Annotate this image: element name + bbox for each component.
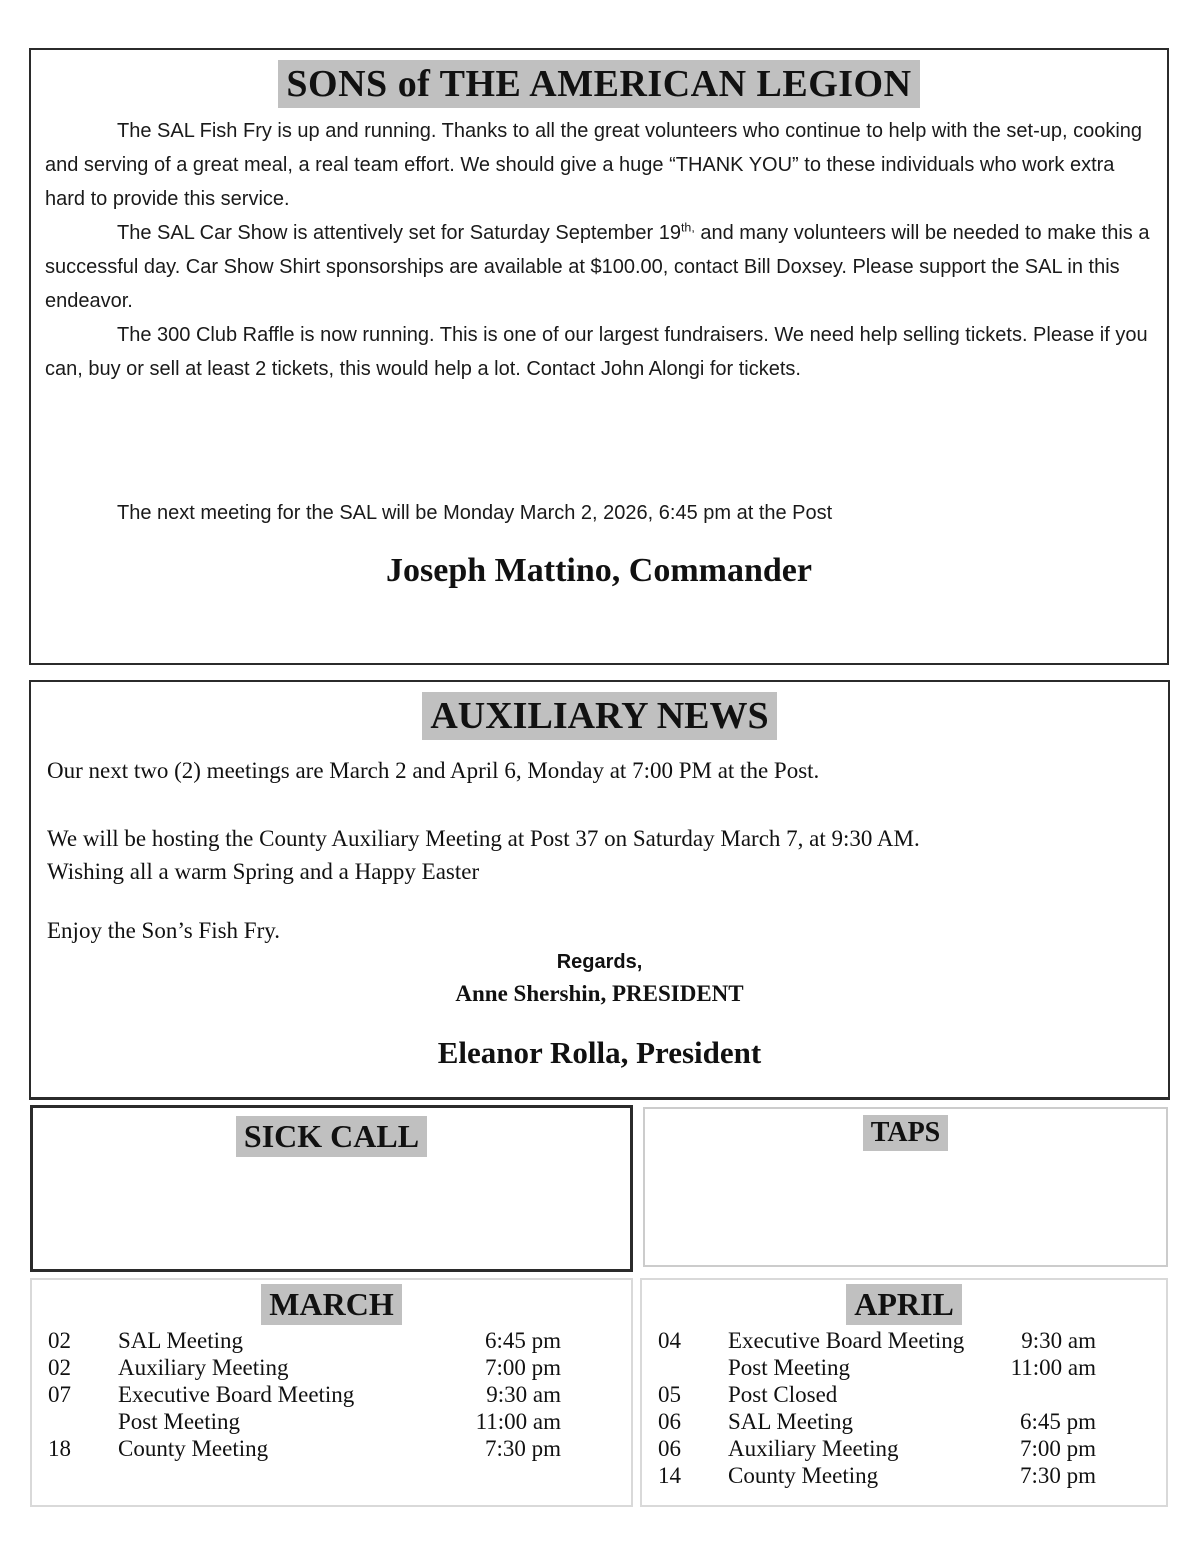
auxiliary-body bbox=[47, 754, 1152, 947]
car-show-text-start: The SAL Car Show is attentively set for Saturday September 19 bbox=[117, 222, 681, 244]
april-rows bbox=[642, 1327, 1166, 1489]
event-time: 6:45 pm bbox=[1019, 1409, 1096, 1434]
event-name: Post Meeting bbox=[728, 1355, 851, 1380]
sal-section-title: SONS of THE AMERICAN LEGION bbox=[278, 60, 919, 108]
event-name: County Meeting bbox=[118, 1436, 269, 1461]
calendar-row bbox=[642, 1435, 1166, 1462]
event-name: Post Closed bbox=[728, 1382, 838, 1407]
auxiliary-section bbox=[29, 680, 1170, 1100]
event-day: 18 bbox=[48, 1436, 71, 1461]
event-name: Executive Board Meeting bbox=[728, 1328, 965, 1353]
car-show-text-end: and many volunteers will be needed to make this a successful day. Car Show Shirt sponsorships are available at $100.00, contact Bill Doxsey. Please support the SAL in this endeavor. bbox=[45, 222, 1150, 312]
event-name: Executive Board Meeting bbox=[118, 1382, 355, 1407]
calendar-row bbox=[32, 1381, 631, 1408]
event-time: 11:00 am bbox=[475, 1409, 561, 1434]
auxiliary-section-title: AUXILIARY NEWS bbox=[422, 692, 776, 740]
sal-title-row bbox=[45, 60, 1153, 108]
event-time: 7:30 pm bbox=[484, 1436, 561, 1461]
sick-call-section bbox=[30, 1105, 633, 1272]
march-title: MARCH bbox=[261, 1284, 401, 1325]
county-meeting-line: We will be hosting the County Auxiliary Meeting at Post 37 on Saturday March 7, at 9:30 AM. bbox=[47, 826, 920, 851]
event-time: 6:45 pm bbox=[484, 1328, 561, 1353]
event-day: 14 bbox=[658, 1463, 681, 1488]
auxiliary-paragraph-county bbox=[47, 822, 1152, 888]
april-calendar bbox=[640, 1278, 1168, 1507]
sal-next-meeting-line: The next meeting for the SAL will be Monday March 2, 2026, 6:45 pm at the Post bbox=[117, 502, 833, 524]
april-title: APRIL bbox=[846, 1284, 962, 1325]
calendar-row bbox=[642, 1354, 1166, 1381]
auxiliary-paragraph-meetings: Our next two (2) meetings are March 2 and April 6, Monday at 7:00 PM at the Post. bbox=[47, 758, 820, 783]
sal-paragraph-fish-fry: The SAL Fish Fry is up and running. Thanks to all the great volunteers who continue to help with the set-up, cooking and serving of a great meal, a real team effort. We should give a huge “THANK YOU” to these individuals who work extra hard to provide this service. bbox=[45, 120, 1143, 210]
taps-title-row bbox=[645, 1115, 1166, 1151]
event-name: Auxiliary Meeting bbox=[728, 1436, 899, 1461]
event-time: 9:30 am bbox=[1021, 1328, 1096, 1353]
march-rows bbox=[32, 1327, 631, 1462]
event-time: 9:30 am bbox=[486, 1382, 561, 1407]
event-name: Auxiliary Meeting bbox=[118, 1355, 289, 1380]
event-name: Post Meeting bbox=[118, 1409, 241, 1434]
event-day: 06 bbox=[658, 1409, 681, 1434]
march-calendar bbox=[30, 1278, 633, 1507]
sick-call-title: SICK CALL bbox=[236, 1116, 427, 1157]
event-name: SAL Meeting bbox=[728, 1409, 853, 1434]
sick-call-title-row bbox=[33, 1116, 630, 1157]
calendar-row bbox=[32, 1327, 631, 1354]
taps-title: TAPS bbox=[863, 1115, 949, 1151]
sal-paragraph-raffle: The 300 Club Raffle is now running. This is one of our largest fundraisers. We need help selling tickets. Please if you can, buy or sell at least 2 tickets, this would help a lot. Contact John Alongi for tickets. bbox=[45, 324, 1148, 380]
sal-commander-signature: Joseph Mattino, Commander bbox=[386, 552, 812, 589]
calendar-row bbox=[642, 1462, 1166, 1489]
event-time: 7:00 pm bbox=[1019, 1436, 1096, 1461]
event-day: 02 bbox=[48, 1328, 71, 1353]
event-name: County Meeting bbox=[728, 1463, 879, 1488]
calendar-row bbox=[32, 1435, 631, 1462]
event-day: 06 bbox=[658, 1436, 681, 1461]
calendar-row bbox=[642, 1327, 1166, 1354]
ordinal-superscript: th, bbox=[680, 220, 695, 235]
april-title-row bbox=[642, 1284, 1166, 1325]
calendar-row bbox=[32, 1354, 631, 1381]
event-day: 02 bbox=[48, 1355, 71, 1380]
auxiliary-president-signature: Eleanor Rolla, President bbox=[437, 1035, 762, 1070]
event-day: 04 bbox=[658, 1328, 681, 1353]
auxiliary-title-row bbox=[47, 692, 1152, 740]
spring-easter-line: Wishing all a warm Spring and a Happy Easter bbox=[47, 859, 480, 884]
sal-body bbox=[45, 114, 1153, 386]
auxiliary-regards: Regards, bbox=[556, 951, 643, 973]
event-time: 11:00 am bbox=[1010, 1355, 1096, 1380]
event-time: 7:00 pm bbox=[484, 1355, 561, 1380]
calendar-row bbox=[32, 1408, 631, 1435]
calendar-row bbox=[642, 1381, 1166, 1408]
sal-paragraph-car-show bbox=[45, 216, 1153, 318]
march-title-row bbox=[32, 1284, 631, 1325]
auxiliary-president-line: Anne Shershin, PRESIDENT bbox=[455, 981, 744, 1006]
taps-section bbox=[643, 1107, 1168, 1267]
event-name: SAL Meeting bbox=[118, 1328, 243, 1353]
calendar-row bbox=[642, 1408, 1166, 1435]
event-day: 07 bbox=[48, 1382, 71, 1407]
event-time: 7:30 pm bbox=[1019, 1463, 1096, 1488]
auxiliary-paragraph-fish-fry: Enjoy the Son’s Fish Fry. bbox=[47, 918, 281, 943]
sal-section bbox=[29, 48, 1169, 665]
event-day: 05 bbox=[658, 1382, 681, 1407]
